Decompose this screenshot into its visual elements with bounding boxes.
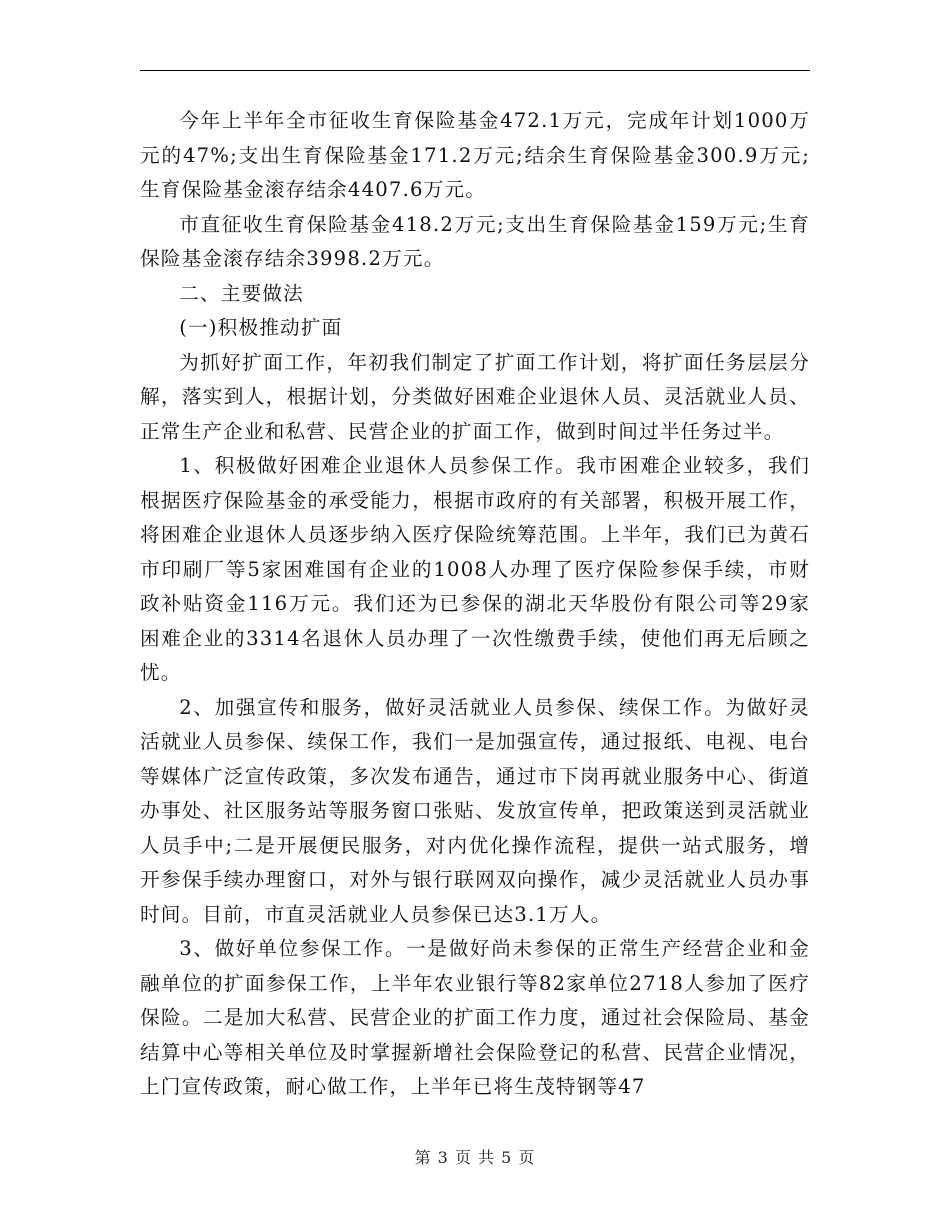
paragraph-expansion-plan: 为抓好扩面工作，年初我们制定了扩面工作计划，将扩面任务层层分解，落实到人，根据计划，分类做好困难企业退休人员、灵活就业人员、正常生产企业和私营、民营企业的扩面工作，做到时间过半任务过半。 <box>140 350 810 443</box>
section-heading-main-practices: 二、主要做法 <box>179 281 304 305</box>
paragraph-city-direct-fund: 市直征收生育保险基金418.2万元;支出生育保险基金159万元;生育保险基金滚存结余3998.2万元。 <box>140 212 810 270</box>
paragraph-item-1-retirees: 1、积极做好困难企业退休人员参保工作。我市困难企业较多，我们根据医疗保险基金的承受能力，根据市政府的有关部署，积极开展工作，将困难企业退休人员逐步纳入医疗保险统筹范围。上半年，我们已为黄石市印刷厂等5家困难国有企业的1008人办理了医疗保险参保手续，市财政补贴资金116万元。我们还为已参保的湖北天华股份有限公司等29家困难企业的3314名退休人员办理了一次性缴费手续，使他们再无后顾之忧。 <box>140 454 810 684</box>
paragraph-item-2-flexible-employment: 2、加强宣传和服务，做好灵活就业人员参保、续保工作。为做好灵活就业人员参保、续保工作，我们一是加强宣传，通过报纸、电视、电台等媒体广泛宣传政策，多次发布通告，通过市下岗再就业服务中心、街道办事处、社区服务站等服务窗口张贴、发放宣传单，把政策送到灵活就业人员手中;二是开展便民服务，对内优化操作流程，提供一站式服务，增开参保手续办理窗口，对外与银行联网双向操作，减少灵活就业人员办事时间。目前，市直灵活就业人员参保已达3.1万人。 <box>140 695 810 926</box>
document-body <box>140 104 810 1105</box>
subsection-heading-expansion: (一)积极推动扩面 <box>179 316 343 339</box>
page-footer: 第 3 页 共 5 页 <box>414 1148 536 1167</box>
paragraph-item-3-unit-enrollment: 3、做好单位参保工作。一是做好尚未参保的正常生产经营企业和金融单位的扩面参保工作，上半年农业银行等82家单位2718人参加了医疗保险。二是加大私营、民营企业的扩面工作力度，通过社会保险局、基金结算中心等相关单位及时掌握新增社会保险登记的私营、民营企业情况，上门宣传政策，耐心做工作，上半年已将生茂特钢等47 <box>140 937 810 1098</box>
header-rule <box>140 70 810 71</box>
paragraph-fund-summary: 今年上半年全市征收生育保险基金472.1万元，完成年计划1000万元的47%;支出生育保险基金171.2万元;结余生育保险基金300.9万元;生育保险基金滚存结余4407.6万元。 <box>140 109 810 201</box>
